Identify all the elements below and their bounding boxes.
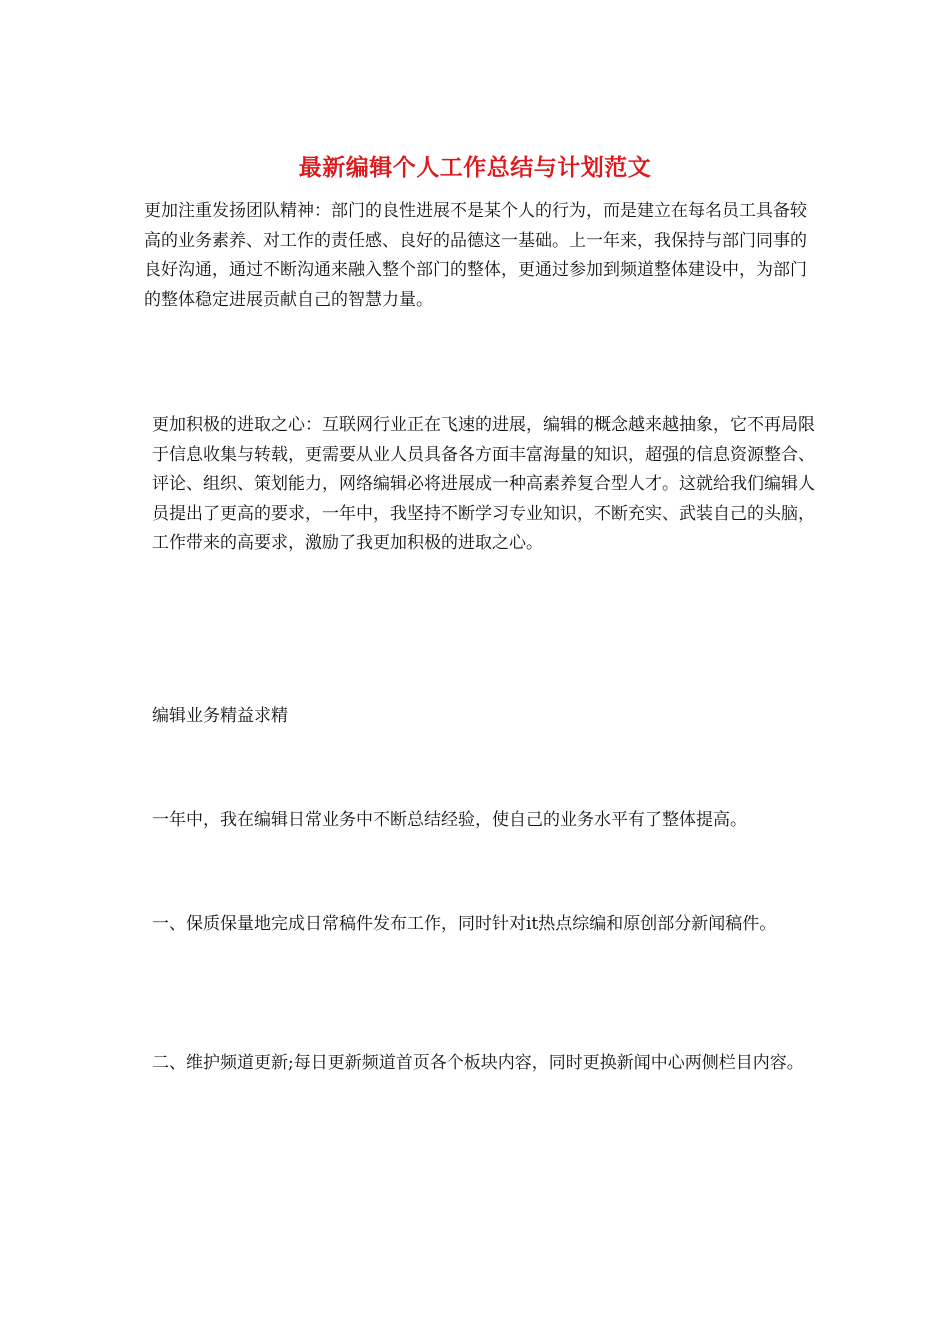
paragraph-experience: 一年中，我在编辑日常业务中不断总结经验，使自己的业务水平有了整体提高。: [152, 810, 747, 830]
document-title: 最新编辑个人工作总结与计划范文: [298, 154, 652, 181]
section-heading-editing: 编辑业务精益求精: [152, 706, 288, 726]
paragraph-team-spirit: 更加注重发扬团队精神：部门的良性进展不是某个人的行为，而是建立在每名员工具备较高的业务素养、对工作的责任感、良好的品德这一基础。上一年来，我保持与部门同事的良好沟通，通过不断沟通来融入整个部门的整体，更通过参加到频道整体建设中，为部门的整体稳定进展贡献自己的智慧力量。: [144, 201, 807, 310]
list-item-two: 二、维护频道更新;每日更新频道首页各个板块内容，同时更换新闻中心两侧栏目内容。: [152, 1053, 804, 1073]
paragraph-enterprising: 更加积极的进取之心：互联网行业正在飞速的进展，编辑的概念越来越抽象，它不再局限于信息收集与转载，更需要从业人员具备各方面丰富海量的知识，超强的信息资源整合、评论、组织、策划能力，网络编辑必将进展成一种高素养复合型人才。这就给我们编辑人员提出了更高的要求，一年中，我坚持不断学习专业知识，不断充实、武装自己的头脑，工作带来的高要求，激励了我更加积极的进取之心。: [152, 415, 815, 553]
list-item-one: 一、保质保量地完成日常稿件发布工作，同时针对it热点综编和原创部分新闻稿件。: [152, 914, 777, 934]
